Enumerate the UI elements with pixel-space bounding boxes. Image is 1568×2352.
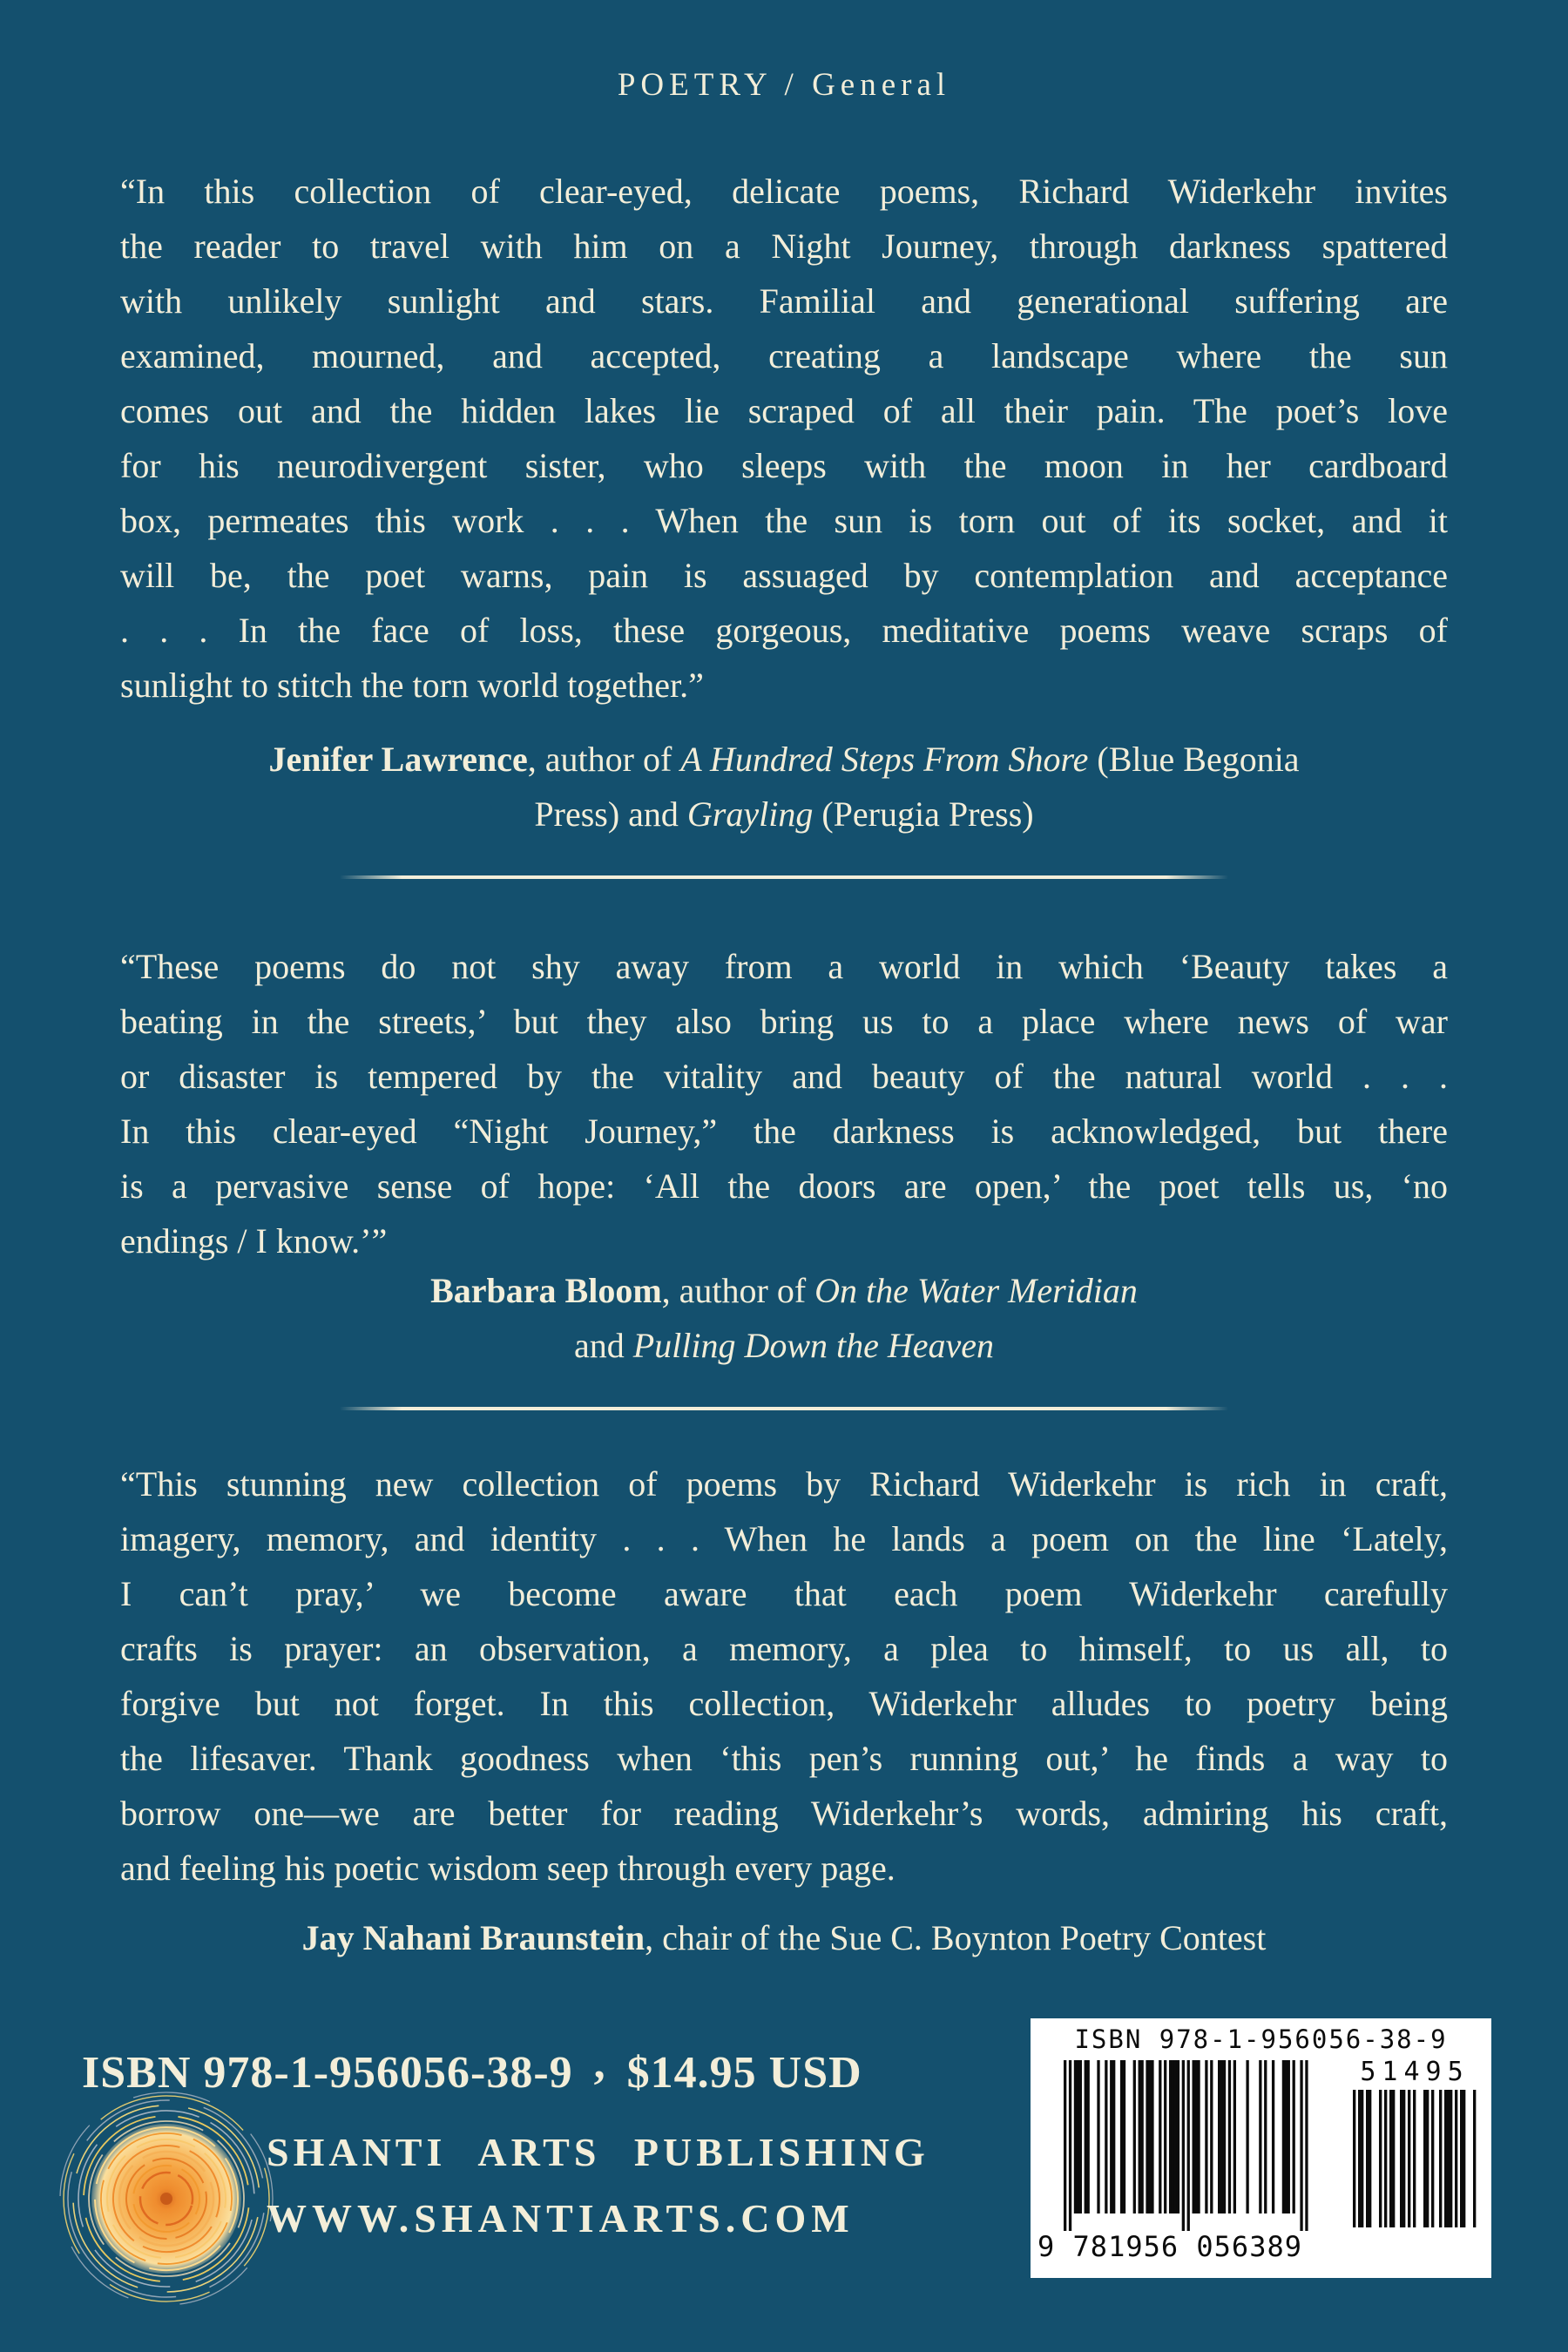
publisher-name: SHANTI ARTS PUBLISHING	[267, 2130, 929, 2174]
blurb-attribution-2: Barbara Bloom, author of On the Water Meridian and Pulling Down the Heaven	[430, 1271, 1138, 1365]
isbn-label: ISBN 978-1-956056-38-9	[82, 2048, 573, 2098]
blurb-attribution-1: Jenifer Lawrence, author of A Hundred Steps From Shore (Blue Begonia Press) and Grayling (Perugia Press)	[268, 740, 1300, 834]
barcode-isbn-text: ISBN 978-1-956056-38-9	[1074, 2024, 1448, 2054]
price-label: $14.95 USD	[626, 2048, 862, 2098]
category-label: POETRY / General	[617, 67, 951, 103]
barcode-ean-digits: 9 781956 056389	[1037, 2230, 1302, 2263]
blurb-quote-2: “These poems do not shy away from a world in which ‘Beauty takes a beating in the streets,’ but they also bring us to a place where news of war or disaster is tempered by the vitality and beauty of the natural world . . . In this clear-eyed “Night Journey,” the darkness is acknowledged, but there is a pervasive sense of hope: ‘All the doors are open,’ the poet tells us, ‘no endings / I know.’”	[120, 947, 1448, 1260]
barcode-addon-code: 51495	[1360, 2057, 1470, 2087]
section-divider	[340, 875, 1228, 879]
blurb-quote-1: “In this collection of clear-eyed, delicate poems, Richard Widerkehr invites the reader to travel with him on a Night Journey, through darkness spattered with unlikely sunlight and stars. Familial and generational suffering are examined, mourned, and accepted, creating a landscape where the sun comes out and the hidden lakes lie scraped of all their pain. The poet’s love for his neurodivergent sister, who sleeps with the moon in her cardboard box, permeates this work . . . When the sun is torn out of its socket, and it will be, the poet warns, pain is assuaged by contemplation and acceptance . . . In the face of loss, these gorgeous, meditative poems weave scraps of sunlight to stitch the torn world together.”	[120, 172, 1448, 705]
blurb-quote-3: “This stunning new collection of poems by Richard Widerkehr is rich in craft, imagery, memory, and identity . . . When he lands a poem on the line ‘Lately, I can’t pray,’ we become aware that each poem Widerkehr carefully crafts is prayer: an observation, a memory, a plea to himself, to us all, to forgive but not forget. In this collection, Widerkehr alludes to poetry being the lifesaver. Thank goodness when ‘this pen’s running out,’ he finds a way to borrow one—we are better for reading Widerkehr’s words, admiring his craft, and feeling his poetic wisdom seep through every page.	[120, 1464, 1448, 1888]
shanti-arts-sun-logo-icon	[57, 2089, 275, 2308]
section-divider	[340, 1407, 1228, 1410]
barcode-block	[1031, 2018, 1491, 2278]
separator-mark: ,	[593, 2038, 606, 2088]
blurb-attribution-3: Jay Nahani Braunstein, chair of the Sue C. Boynton Poetry Contest	[301, 1918, 1267, 1957]
publisher-website: WWW.SHANTIARTS.COM	[267, 2196, 855, 2240]
